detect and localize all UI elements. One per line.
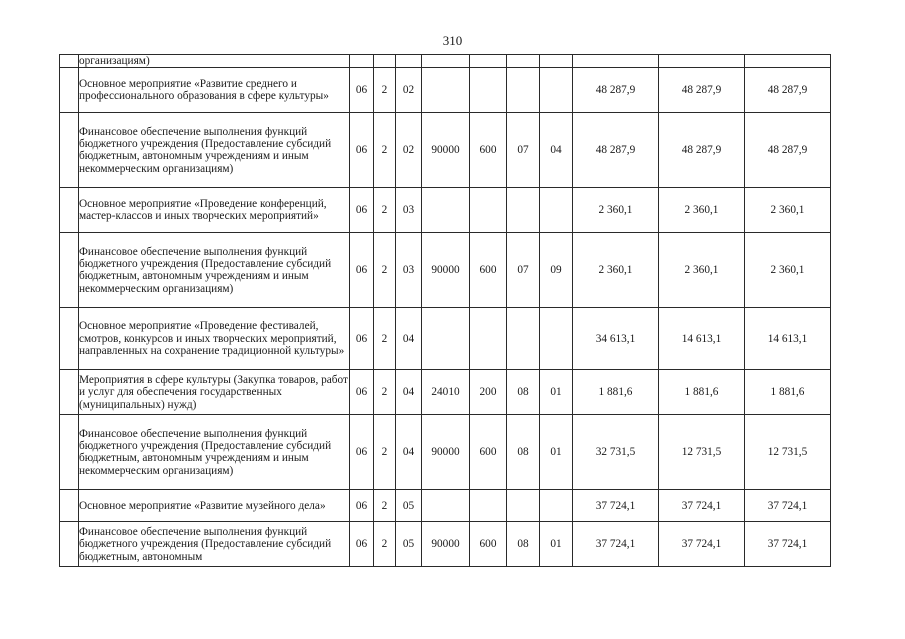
row-name: Основное мероприятие «Проведение фестивалей, смотров, конкурсов и иных творческих мероприятий, направленных на сохранение традиционной культуры» (79, 308, 350, 370)
code-cell: 02 (396, 113, 422, 188)
table-row (60, 233, 831, 308)
amount-cell: 48 287,9 (659, 113, 745, 188)
code-cell: 06 (350, 188, 374, 233)
code-cell: 04 (540, 113, 573, 188)
code-cell: 08 (507, 415, 540, 490)
code-cell (374, 55, 396, 68)
code-cell (470, 55, 507, 68)
code-cell: 200 (470, 370, 507, 415)
code-cell (540, 490, 573, 522)
code-cell: 01 (540, 415, 573, 490)
table-row (60, 68, 831, 113)
code-cell: 600 (470, 415, 507, 490)
amount-cell: 37 724,1 (573, 490, 659, 522)
code-cell: 06 (350, 308, 374, 370)
code-cell: 08 (507, 522, 540, 567)
code-cell: 07 (507, 113, 540, 188)
amount-cell: 12 731,5 (659, 415, 745, 490)
code-cell: 2 (374, 113, 396, 188)
amount-cell: 48 287,9 (659, 68, 745, 113)
amount-cell: 1 881,6 (659, 370, 745, 415)
amount-cell: 2 360,1 (745, 233, 831, 308)
amount-cell: 32 731,5 (573, 415, 659, 490)
amount-cell: 2 360,1 (659, 233, 745, 308)
code-cell: 2 (374, 68, 396, 113)
row-name: Мероприятия в сфере культуры (Закупка товаров, работ и услуг для обеспечения государственных (муниципальных) нужд) (79, 370, 350, 415)
code-cell: 2 (374, 415, 396, 490)
code-cell: 02 (396, 68, 422, 113)
amount-cell: 37 724,1 (745, 490, 831, 522)
code-cell (470, 490, 507, 522)
amount-cell: 14 613,1 (745, 308, 831, 370)
amount-cell: 34 613,1 (573, 308, 659, 370)
code-cell (422, 68, 470, 113)
amount-cell: 48 287,9 (573, 113, 659, 188)
code-cell: 90000 (422, 233, 470, 308)
code-cell: 06 (350, 522, 374, 567)
amount-cell (745, 55, 831, 68)
code-cell: 2 (374, 233, 396, 308)
row-name: Финансовое обеспечение выполнения функций бюджетного учреждения (Предоставление субсидий бюджетным, автономным учреждениям и иным некоммерческим организациям) (79, 113, 350, 188)
code-cell: 08 (507, 370, 540, 415)
code-cell (540, 188, 573, 233)
code-cell (507, 490, 540, 522)
code-cell: 2 (374, 522, 396, 567)
amount-cell: 2 360,1 (745, 188, 831, 233)
amount-cell: 2 360,1 (659, 188, 745, 233)
amount-cell: 14 613,1 (659, 308, 745, 370)
amount-cell: 1 881,6 (573, 370, 659, 415)
row-name: Финансовое обеспечение выполнения функций бюджетного учреждения (Предоставление субсидий бюджетным, автономным учреждениям и иным некоммерческим организациям) (79, 233, 350, 308)
amount-cell: 2 360,1 (573, 233, 659, 308)
code-cell (470, 188, 507, 233)
code-cell: 03 (396, 188, 422, 233)
amount-cell: 2 360,1 (573, 188, 659, 233)
amount-cell: 37 724,1 (573, 522, 659, 567)
code-cell (540, 55, 573, 68)
code-cell: 2 (374, 308, 396, 370)
code-cell (507, 68, 540, 113)
table-row (60, 370, 831, 415)
code-cell (422, 308, 470, 370)
code-cell: 2 (374, 370, 396, 415)
amount-cell: 1 881,6 (745, 370, 831, 415)
code-cell: 06 (350, 415, 374, 490)
code-cell (507, 308, 540, 370)
code-cell: 06 (350, 370, 374, 415)
row-name: Основное мероприятие «Проведение конференций, мастер-классов и иных творческих мероприятий» (79, 188, 350, 233)
row-name: Финансовое обеспечение выполнения функций бюджетного учреждения (Предоставление субсидий бюджетным, автономным (79, 522, 350, 567)
code-cell: 09 (540, 233, 573, 308)
code-cell: 90000 (422, 113, 470, 188)
amount-cell: 48 287,9 (745, 113, 831, 188)
table-row (60, 113, 831, 188)
table-row (60, 188, 831, 233)
amount-cell: 37 724,1 (659, 522, 745, 567)
code-cell: 06 (350, 113, 374, 188)
code-cell: 90000 (422, 522, 470, 567)
code-cell (396, 55, 422, 68)
code-cell: 600 (470, 233, 507, 308)
code-cell: 07 (507, 233, 540, 308)
code-cell (540, 308, 573, 370)
code-cell: 06 (350, 68, 374, 113)
row-name: Основное мероприятие «Развитие среднего и профессионального образования в сфере культуры» (79, 68, 350, 113)
page-number: 310 (442, 33, 463, 48)
code-cell: 04 (396, 415, 422, 490)
code-cell: 03 (396, 233, 422, 308)
amount-cell: 37 724,1 (745, 522, 831, 567)
code-cell: 04 (396, 308, 422, 370)
code-cell: 06 (350, 233, 374, 308)
code-cell: 2 (374, 188, 396, 233)
budget-table (59, 54, 831, 567)
code-cell: 2 (374, 490, 396, 522)
amount-cell (573, 55, 659, 68)
code-cell (422, 490, 470, 522)
code-cell: 600 (470, 522, 507, 567)
code-cell (507, 55, 540, 68)
table-row (60, 55, 831, 68)
table-row (60, 490, 831, 522)
code-cell (350, 55, 374, 68)
amount-cell: 48 287,9 (573, 68, 659, 113)
code-cell: 600 (470, 113, 507, 188)
code-cell: 05 (396, 490, 422, 522)
code-cell (507, 188, 540, 233)
amount-cell: 48 287,9 (745, 68, 831, 113)
code-cell: 04 (396, 370, 422, 415)
code-cell: 24010 (422, 370, 470, 415)
code-cell: 06 (350, 490, 374, 522)
amount-cell: 37 724,1 (659, 490, 745, 522)
table-row (60, 308, 831, 370)
code-cell (470, 308, 507, 370)
table-row (60, 415, 831, 490)
code-cell (422, 188, 470, 233)
code-cell: 01 (540, 370, 573, 415)
amount-cell: 12 731,5 (745, 415, 831, 490)
amount-cell (659, 55, 745, 68)
code-cell (470, 68, 507, 113)
code-cell: 01 (540, 522, 573, 567)
table-row (60, 522, 831, 567)
code-cell (422, 55, 470, 68)
code-cell: 90000 (422, 415, 470, 490)
row-name: Финансовое обеспечение выполнения функций бюджетного учреждения (Предоставление субсидий бюджетным, автономным учреждениям и иным некоммерческим организациям) (79, 415, 350, 490)
row-name: организациям) (79, 55, 350, 68)
code-cell: 05 (396, 522, 422, 567)
code-cell (540, 68, 573, 113)
row-name: Основное мероприятие «Развитие музейного дела» (79, 490, 350, 522)
